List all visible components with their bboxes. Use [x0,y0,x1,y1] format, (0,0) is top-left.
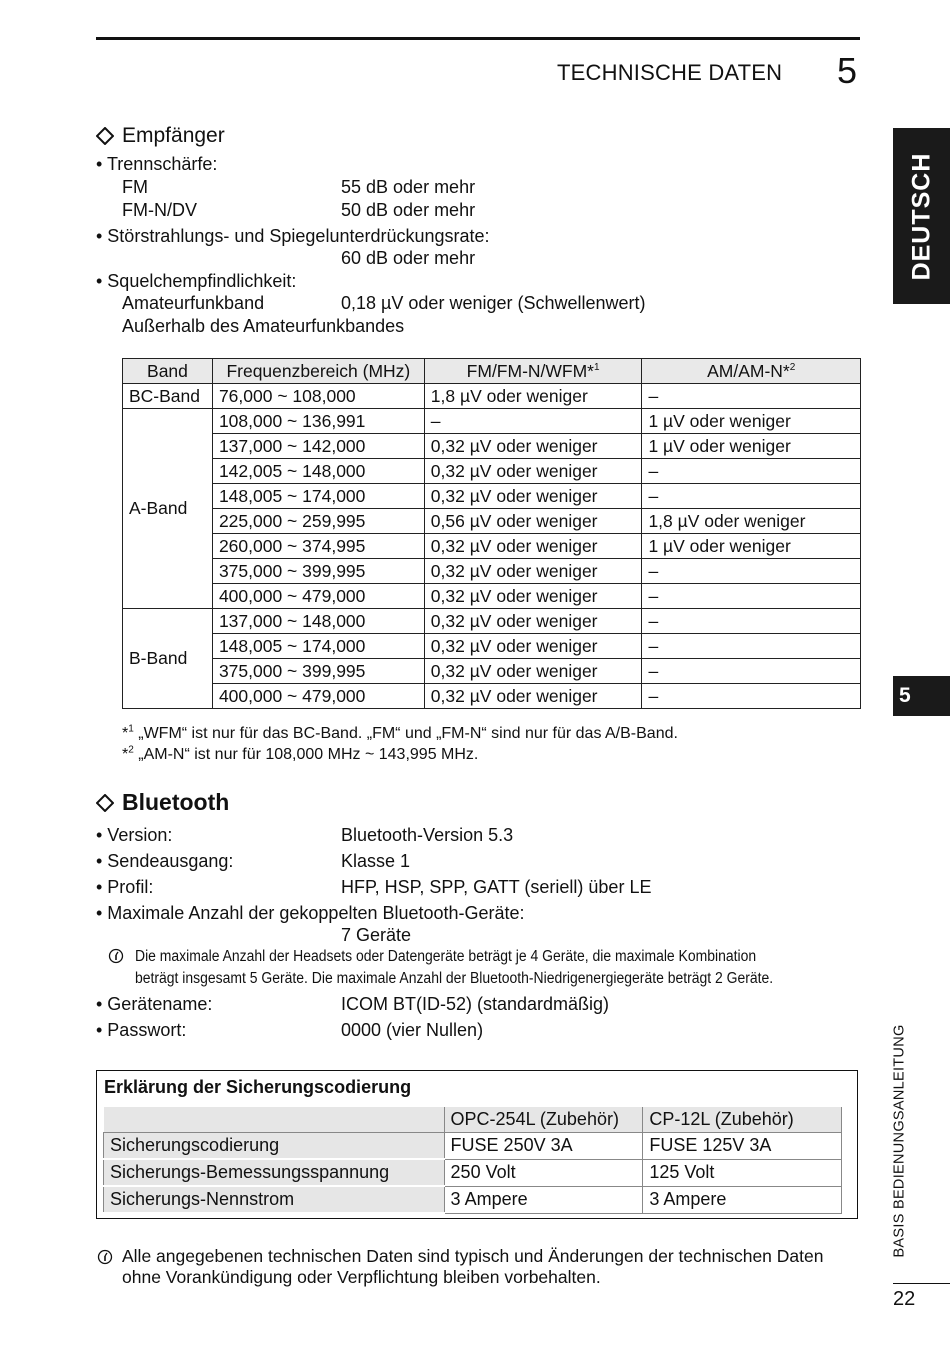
receiver-heading-text: Empfänger [122,124,225,147]
note-line: beträgt insgesamt 5 Geräte. Die maximale Anzahl der Bluetooth-Niedrigenergiegeräte beträgt 2 Geräte. [135,970,774,987]
fuse-row-label: Sicherungs-Nennstrom [104,1186,445,1213]
amateur-label: Amateurfunkband [122,293,265,313]
password-value: 0000 (vier Nullen) [341,1020,484,1040]
fuse-cell: 125 Volt [643,1159,842,1186]
fuse-cell: 3 Ampere [444,1186,643,1213]
bluetooth-heading-text: Bluetooth [122,789,230,815]
max-devices-value: 7 Geräte [341,925,412,945]
table-row [123,434,861,459]
selectivity-label: • Trennschärfe: [96,154,218,174]
device-name-value: ICOM BT(ID-52) (standardmäßig) [341,994,610,1014]
fuse-col-opc: OPC-254L (Zubehör) [444,1107,643,1133]
diamond-icon [96,127,114,145]
table-row [123,659,861,684]
fuse-cell: FUSE 250V 3A [444,1133,643,1160]
fmn-label: FM-N/DV [122,200,197,220]
note-line: Die maximale Anzahl der Headsets oder Datengeräte beträgt je 4 Geräte, die maximale Kombination [135,948,757,965]
header-band: Band [123,359,213,384]
fm-cell: 0,32 µV oder weniger [424,684,642,709]
table-row [123,509,861,534]
fm-cell: 0,32 µV oder weniger [424,484,642,509]
freq-cell: 260,000 ~ 374,995 [212,534,424,559]
table-row [123,609,861,634]
max-devices-label: • Maximale Anzahl der gekoppelten Bluetooth-Geräte: [96,903,525,923]
freq-cell: 400,000 ~ 479,000 [212,684,424,709]
profile-value: HFP, HSP, SPP, GATT (seriell) über LE [341,877,652,897]
manual-label-text: BASIS BEDIENUNGSANLEITUNG [892,1024,909,1258]
note-line: Alle angegebenen technischen Daten sind typisch und Änderungen der technischen Daten [122,1246,824,1266]
fuse-header-row [104,1107,842,1133]
fm-cell: 0,32 µV oder weniger [424,459,642,484]
output-label: • Sendeausgang: [96,851,234,871]
freq-cell: 375,000 ~ 399,995 [212,659,424,684]
freq-cell: 148,005 ~ 174,000 [212,484,424,509]
fm-cell: 0,32 µV oder weniger [424,534,642,559]
fuse-cell: 250 Volt [444,1159,643,1186]
language-tab [893,128,950,304]
version-value: Bluetooth-Version 5.3 [341,825,514,845]
fm-cell: 0,32 µV oder weniger [424,434,642,459]
top-rule [96,37,860,40]
am-cell: – [642,559,861,584]
freq-cell: 142,005 ~ 148,000 [212,459,424,484]
header-fm: FM/FM-N/WFM*$^1$ [424,359,642,384]
table-row [123,384,861,409]
language-tab-label: DEUTSCH [907,152,935,280]
squelch-label: • Squelchempfindlichkeit: [96,271,297,291]
sensitivity-table [122,358,861,709]
version-label: • Version: [96,825,173,845]
spurious-value: 60 dB oder mehr [341,248,476,268]
freq-cell: 76,000 ~ 108,000 [212,384,424,409]
fm-cell: 0,32 µV oder weniger [424,559,642,584]
am-cell: 1 µV oder weniger [642,409,861,434]
bluetooth-note [135,946,773,990]
fuse-row-label: Sicherungs-Bemessungsspannung [104,1159,445,1186]
table-row [104,1186,842,1213]
fuse-row-label: Sicherungscodierung [104,1133,445,1160]
am-cell: 1 µV oder weniger [642,534,861,559]
am-cell: – [642,384,861,409]
fuse-cell: FUSE 125V 3A [643,1133,842,1160]
band-cell: B-Band [123,609,213,709]
section-number: 5 [837,50,858,91]
empty-cell [104,1107,445,1133]
device-name-label: • Gerätename: [96,994,213,1014]
fm-cell: 0,32 µV oder weniger [424,659,642,684]
fm-cell: 0,32 µV oder weniger [424,584,642,609]
fmn-value: 50 dB oder mehr [341,200,476,220]
password-label: • Passwort: [96,1020,187,1040]
fm-cell: – [424,409,642,434]
freq-cell: 108,000 ~ 136,991 [212,409,424,434]
fm-label: FM [122,177,148,197]
table-row [123,484,861,509]
freq-cell: 137,000 ~ 148,000 [212,609,424,634]
table-row [123,684,861,709]
fm-cell: 0,32 µV oder weniger [424,634,642,659]
note-line: ohne Vorankündigung oder Verpflichtung bleiben vorbehalten. [122,1267,601,1287]
table-row [123,409,861,434]
spurious-label: • Störstrahlungs- und Spiegelunterdrückungsrate: [96,226,490,246]
profile-label: • Profil: [96,877,154,897]
am-cell: 1 µV oder weniger [642,434,861,459]
freq-cell: 400,000 ~ 479,000 [212,584,424,609]
fuse-title: Erklärung der Sicherungscodierung [104,1077,412,1097]
am-cell: – [642,659,861,684]
bluetooth-heading [96,789,229,816]
table-row [123,534,861,559]
freq-cell: 225,000 ~ 259,995 [212,509,424,534]
info-icon [108,948,124,964]
fm-cell: 0,56 µV oder weniger [424,509,642,534]
section-title: TECHNISCHE DATEN [557,60,783,85]
table-header-row [123,359,861,384]
freq-cell: 137,000 ~ 142,000 [212,434,424,459]
fuse-col-cp: CP-12L (Zubehör) [643,1107,842,1133]
table-row [123,584,861,609]
am-cell: – [642,484,861,509]
am-cell: – [642,609,861,634]
fuse-info-box [96,1070,858,1219]
am-cell: – [642,584,861,609]
header-frequency: Frequenzbereich (MHz) [212,359,424,384]
footnote-1: *$^1$ „WFM“ ist nur für das BC-Band. „FM“ und „FM-N“ sind nur für das A/B-Band. [122,723,678,742]
diamond-icon [96,794,114,812]
fm-cell: 0,32 µV oder weniger [424,609,642,634]
am-cell: – [642,634,861,659]
band-cell: BC-Band [123,384,213,409]
table-row [123,559,861,584]
page-rule [893,1283,950,1284]
outside-label: Außerhalb des Amateurfunkbandes [122,316,405,336]
am-cell: – [642,459,861,484]
table-row [104,1159,842,1186]
output-value: Klasse 1 [341,851,411,871]
manual-label [888,1016,912,1266]
amateur-value: 0,18 µV oder weniger (Schwellenwert) [341,293,646,313]
receiver-heading [96,124,225,148]
table-row [123,634,861,659]
footnote-2: *$^2$ „AM-N“ ist nur für 108,000 MHz ~ 143,995 MHz. [122,744,479,763]
freq-cell: 375,000 ~ 399,995 [212,559,424,584]
am-cell: 1,8 µV oder weniger [642,509,861,534]
header-am: AM/AM-N*$^2$ [642,359,861,384]
fm-value: 55 dB oder mehr [341,177,476,197]
page-number: 22 [893,1288,916,1310]
am-cell: – [642,684,861,709]
fm-cell: 1,8 µV oder weniger [424,384,642,409]
fuse-table [103,1107,842,1214]
table-row [104,1133,842,1160]
band-cell: A-Band [123,409,213,609]
freq-cell: 148,005 ~ 174,000 [212,634,424,659]
fuse-cell: 3 Ampere [643,1186,842,1213]
final-note [122,1246,823,1288]
info-icon [97,1249,113,1265]
table-row [123,459,861,484]
chapter-tab: 5 [893,676,950,716]
